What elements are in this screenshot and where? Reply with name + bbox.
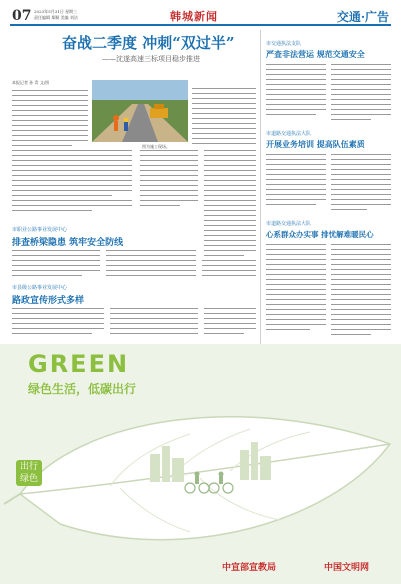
lead-photo bbox=[92, 80, 188, 142]
lead-subtitle: ——沈遂高速三标项目稳步推进 bbox=[102, 55, 200, 63]
photo-caption: 图为施工现场。 bbox=[142, 144, 170, 149]
logo: 韩城新闻 bbox=[170, 10, 218, 23]
ad-slogan: 绿色生活，低碳出行 bbox=[28, 382, 137, 396]
page-number: 07 bbox=[12, 8, 32, 24]
lead-byline: 本报记者 孙 青 文/图 bbox=[12, 80, 50, 85]
date-line: 2023年5月31日 星期三 bbox=[34, 9, 78, 14]
article1-org: 市职业公路事业发展中心 bbox=[12, 227, 68, 233]
editor-line: 责任编辑 郑顺 美编 刘洁 bbox=[34, 15, 78, 20]
article1-title: 排查桥梁隐患 筑牢安全防线 bbox=[12, 238, 124, 248]
ad-headline: GREEN bbox=[28, 350, 130, 378]
article4-org: 市道路交通执法大队 bbox=[266, 131, 312, 137]
article3-org: 市交通执法支队 bbox=[266, 41, 302, 47]
article4-title: 开展业务培训 提高队伍素质 bbox=[266, 139, 365, 149]
article2-title: 路政宣传形式多样 bbox=[12, 296, 85, 306]
lead-title: 奋战二季度 冲刺“双过半” bbox=[62, 34, 235, 52]
leaf-illustration bbox=[0, 374, 401, 574]
article3-title: 严查非法营运 规范交通安全 bbox=[266, 49, 365, 59]
green-ad bbox=[0, 344, 401, 584]
column-divider bbox=[260, 30, 261, 350]
ad-footer-left: 中宣部宣教局 bbox=[222, 563, 277, 573]
ad-footer-right: 中国文明网 bbox=[324, 563, 370, 573]
masthead-rule bbox=[10, 24, 391, 26]
article5-title: 心系群众办实事 排忧解难暖民心 bbox=[266, 230, 374, 239]
ad-seal: 出行绿色 bbox=[16, 460, 42, 486]
article2-org: 市县级公路事业发展中心 bbox=[12, 285, 68, 291]
section-title: 交通·广告 bbox=[336, 10, 389, 24]
article5-org: 市道路交通执法大队 bbox=[266, 221, 312, 227]
